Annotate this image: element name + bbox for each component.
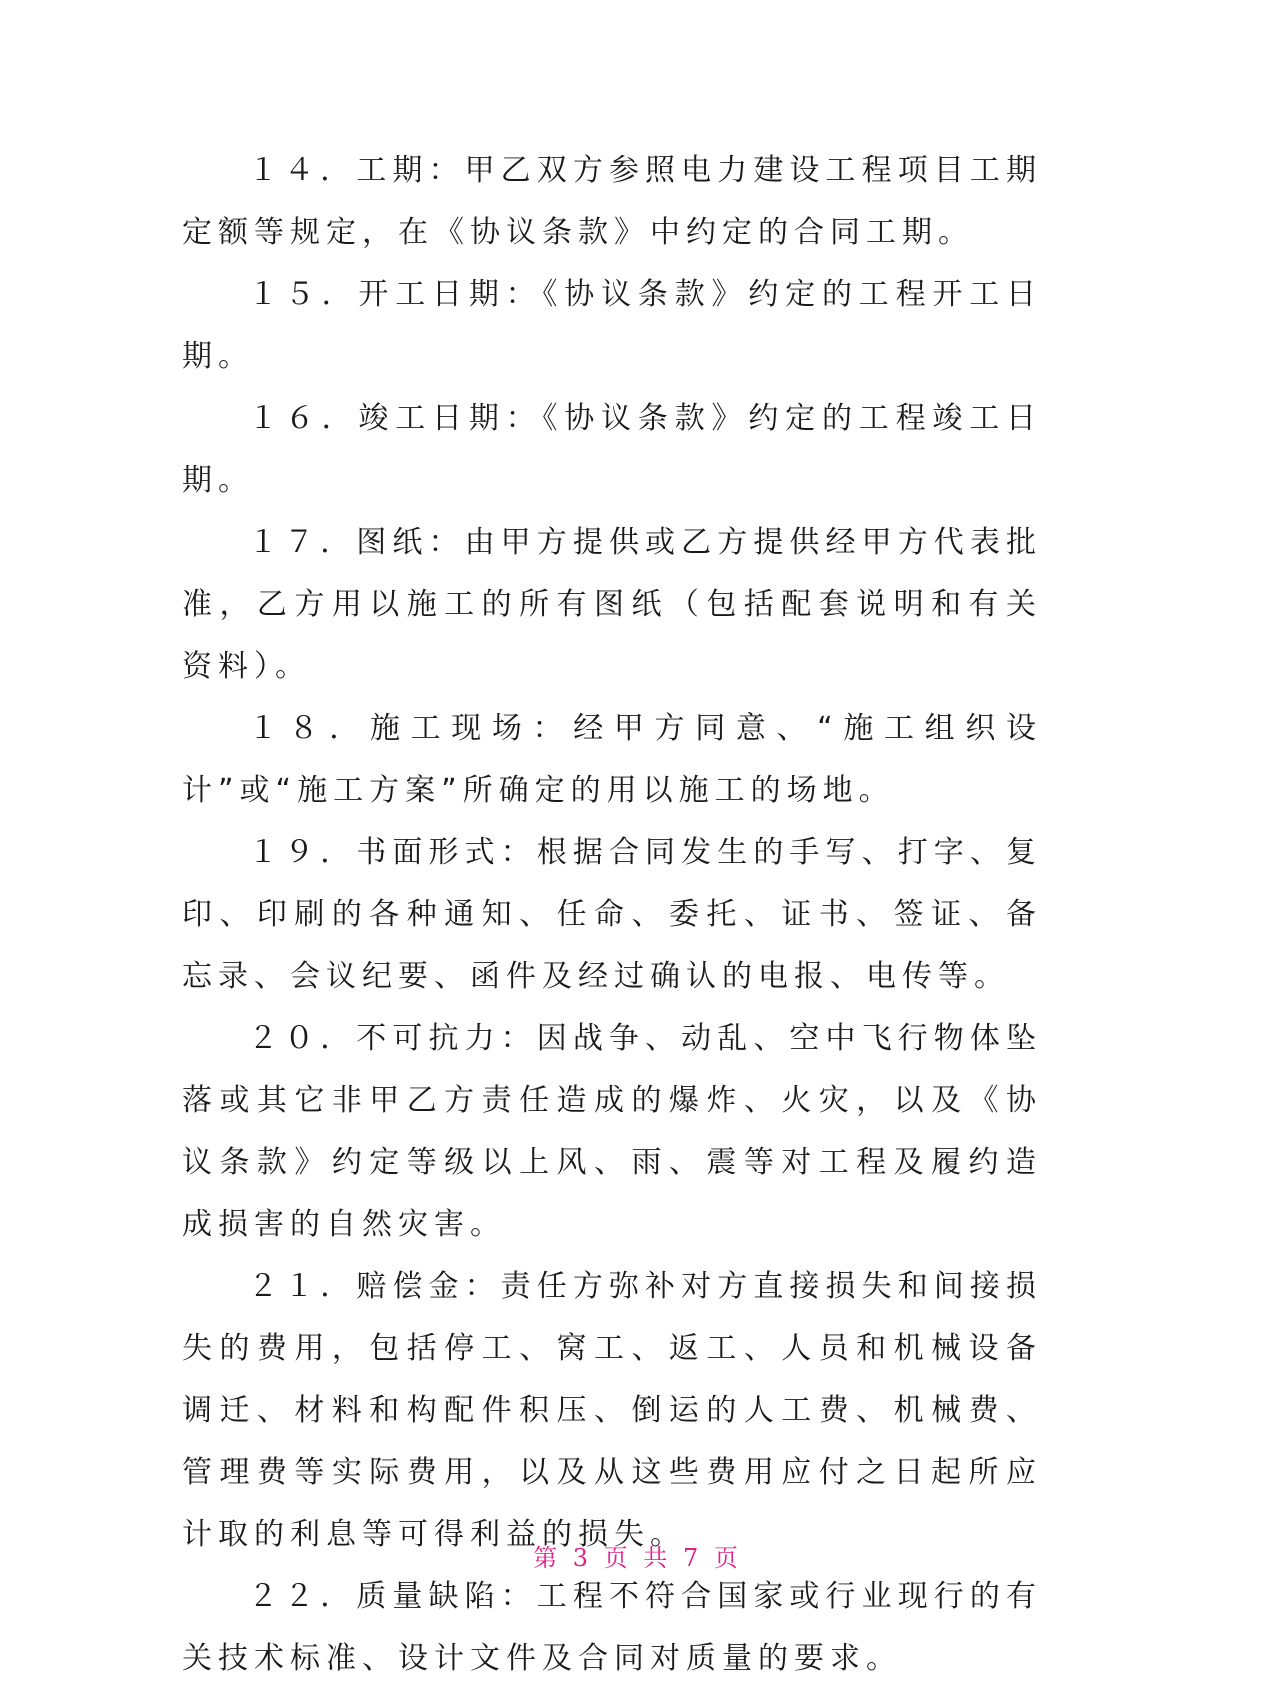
document-body xyxy=(182,140,1042,1690)
clause-21: ２１．赔偿金：责任方弥补对方直接损失和间接损失的费用，包括停工、窝工、返工、人员和机械设备调迁、材料和构配件积压、倒运的人工费、机械费、管理费等实际费用，以及从这些费用应付之日起所应计取的利息等可得利益的损失。 xyxy=(182,1269,1042,1552)
clause-14: １４．工期：甲乙双方参照电力建设工程项目工期定额等规定，在《协议条款》中约定的合同工期。 xyxy=(182,153,1042,250)
clause-17: １７．图纸：由甲方提供或乙方提供经甲方代表批准，乙方用以施工的所有图纸（包括配套说明和有关资料）。 xyxy=(182,525,1042,684)
page-number-footer: 第 3 页 共 7 页 xyxy=(533,1544,742,1572)
clause-18: １８．施工现场：经甲方同意、“施工组织设计”或“施工方案”所确定的用以施工的场地。 xyxy=(182,711,1042,808)
clause-20: ２０．不可抗力：因战争、动乱、空中飞行物体坠落或其它非甲乙方责任造成的爆炸、火灾，以及《协议条款》约定等级以上风、雨、震等对工程及履约造成损害的自然灾害。 xyxy=(182,1021,1042,1242)
clause-16: １６．竣工日期：《协议条款》约定的工程竣工日期。 xyxy=(182,401,1042,498)
clause-22: ２２．质量缺陷：工程不符合国家或行业现行的有关技术标准、设计文件及合同对质量的要求。 xyxy=(182,1579,1042,1676)
clause-15: １５．开工日期：《协议条款》约定的工程开工日期。 xyxy=(182,277,1042,374)
clause-19: １９．书面形式：根据合同发生的手写、打字、复印、印刷的各种通知、任命、委托、证书、签证、备忘录、会议纪要、函件及经过确认的电报、电传等。 xyxy=(182,835,1042,994)
